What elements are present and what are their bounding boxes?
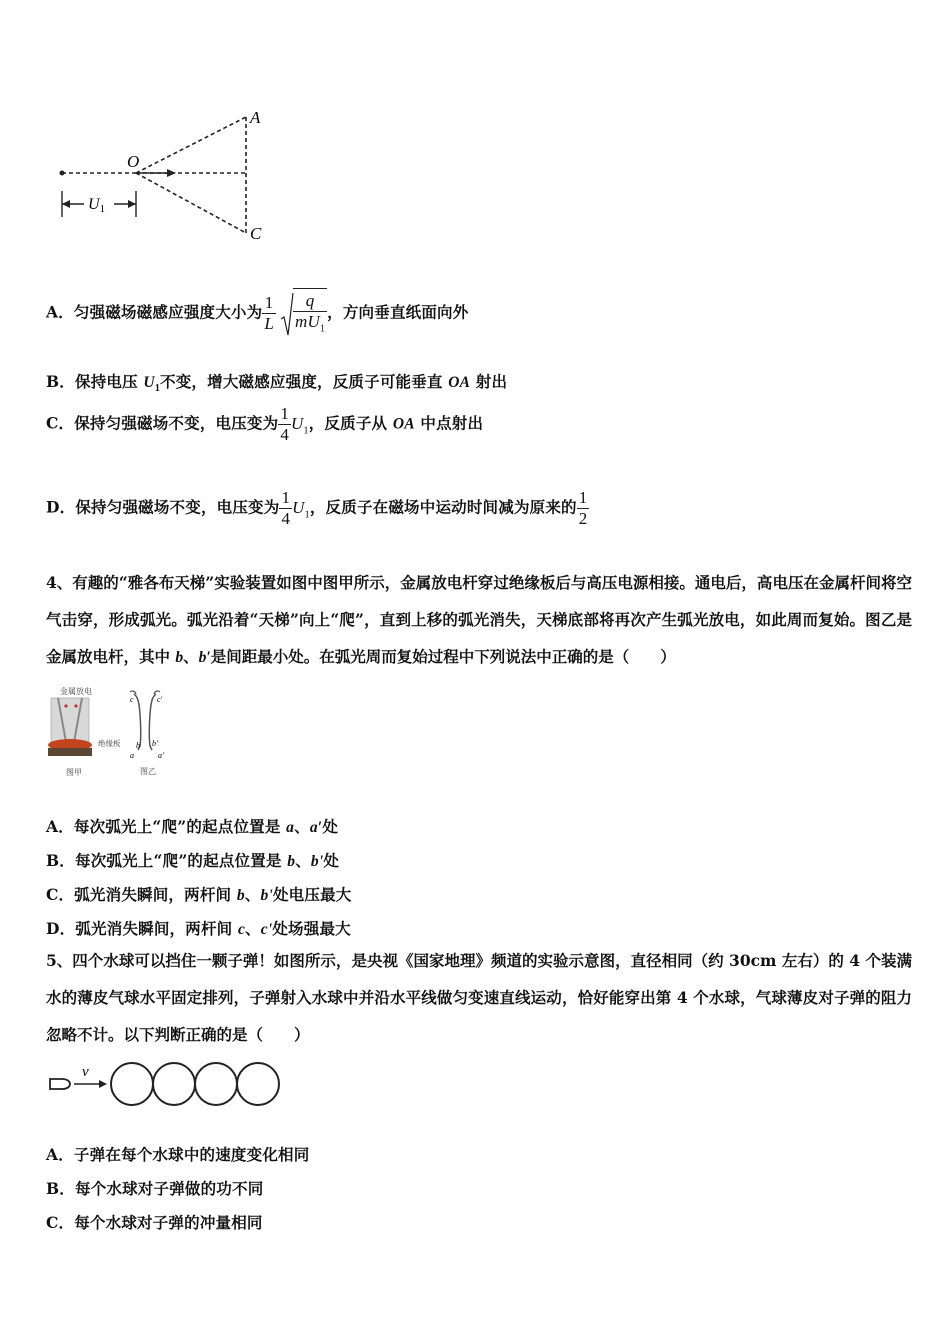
label-board: 绝缘板 (98, 739, 121, 748)
fraction-1-over-2: $\frac{1}{2}$ (578, 488, 588, 528)
q5-option-c: C．每个水球对子弹的冲量相同 (46, 1213, 263, 1232)
fraction-1-over-4: $\frac{1}{4}$ (280, 404, 290, 444)
svg-text:b: b (136, 741, 140, 750)
fig-jacobs-ladder (44, 684, 174, 779)
caption-b: 图乙 (140, 767, 156, 776)
option-b: B．保持电压 $U_1$不变，增大磁感应强度，反质子可能垂直 OA 射出 (46, 372, 508, 395)
question-4-text: 4、有趣的“雅各布天梯”实验装置如图中图甲所示，金属放电杆穿过绝缘板后与高压电源相接。通电后，高电压在金属杆间将空气击穿，形成弧光。弧光沿着“天梯”向上“爬”，直到上移的弧光消失，天梯底部将再次产生弧光放电，如此周而复始。图乙是金属放电杆，其中 b、b′是间距最小处。在弧光周而复始过程中下列说法中正确的是（ ） (46, 573, 912, 666)
svg-text:c: c (130, 695, 134, 704)
svg-text:a: a (130, 751, 134, 760)
label-a: A (250, 108, 261, 127)
label-u1: U1 (88, 196, 106, 215)
sqrt-expression: $\frac{q}{mU_1}$ (280, 288, 327, 339)
q4-option-c: C．弧光消失瞬间，两杆间 b、b'处电压最大 (46, 885, 352, 904)
fraction-1-over-4: $\frac{1}{4}$ (281, 488, 291, 528)
q5-option-a: A．子弹在每个水球中的速度变化相同 (46, 1145, 310, 1164)
svg-text:b′: b′ (152, 739, 158, 748)
label-v: v (82, 1064, 89, 1080)
fraction-1-over-l: $\frac{1}{L}$ (264, 293, 274, 334)
q4-option-b: B．每次弧光上“爬”的起点位置是 b、b'处 (46, 851, 340, 870)
q5-option-b: B．每个水球对子弹做的功不同 (46, 1179, 264, 1198)
caption-a: 图甲 (66, 768, 82, 777)
fig-water-balloons (46, 1060, 286, 1108)
label-c: C (250, 224, 262, 243)
question-5-text: 5、四个水球可以挡住一颗子弹！如图所示，是央视《国家地理》频道的实验示意图，直径相同（约 30cm 左右）的 4 个装满水的薄皮气球水平固定排列，子弹射入水球中并沿水平线做匀变速直线运动，恰好能穿出第 4 个水球，气球薄皮对子弹的阻力忽略不计。以下判断正确的是（ ） (46, 951, 912, 1044)
label-o: O (127, 152, 140, 171)
svg-text:c′: c′ (157, 695, 163, 704)
option-c: C．保持匀强磁场不变，电压变为 $\frac{1}{4}$ $U_1$，反质子从 OA 中点射出 (46, 404, 484, 444)
option-a: A．匀强磁场磁感应强度大小为 $\frac{1}{L}$ $\frac{q}{mU_1}$ ，方向垂直纸面向外 (46, 288, 468, 339)
q4-option-d: D．弧光消失瞬间，两杆间 c、c'处场强最大 (46, 919, 351, 938)
q4-option-a: A．每次弧光上“爬”的起点位置是 a、a′处 (46, 817, 339, 836)
label-rod: 金属放电 (60, 687, 92, 696)
option-d: D．保持匀强磁场不变，电压变为 $\frac{1}{4}$ $U_1$，反质子在磁场中运动时间减为原来的 $\frac{1}{2}$ (46, 488, 588, 528)
fig-oac-diagram (50, 105, 280, 250)
svg-text:a′: a′ (158, 751, 164, 760)
